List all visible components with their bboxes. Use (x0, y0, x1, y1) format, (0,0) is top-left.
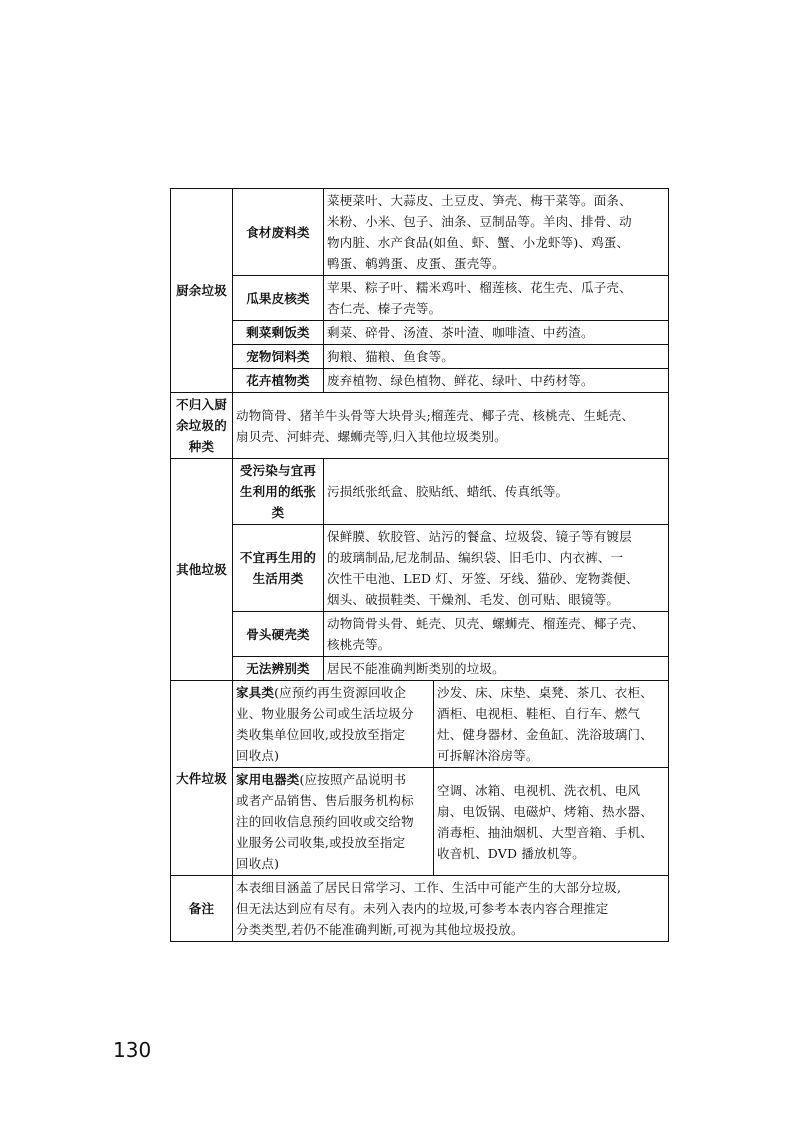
table-row (171, 345, 669, 369)
subcategory-cell: 无法辨别类 (233, 657, 324, 681)
table-row (171, 459, 669, 525)
description-cell: 剩菜、碎骨、汤渣、茶叶渣、咖啡渣、中药渣。 (324, 321, 669, 345)
table-row (171, 276, 669, 321)
description-cell: 保鲜膜、软胶管、站污的餐盒、垃圾袋、镜子等有镀层 的玻璃制品,尼龙制品、编织袋、旧毛巾、内衣裤、一 次性干电池、LED 灯、牙签、牙线、猫砂、宠物粪便、 烟头、破损鞋类、干燥剂、毛发、创可贴、眼镜等。 (324, 525, 669, 612)
table-row (171, 612, 669, 657)
subcategory-cell: 受污染与宜再生利用的纸张类 (233, 459, 324, 525)
table-row (171, 876, 669, 942)
description-cell: 动物筒骨头骨、蚝壳、贝壳、螺蛳壳、榴莲壳、椰子壳、 核桃壳等。 (324, 612, 669, 657)
remarks-cell: 本表细目涵盖了居民日常学习、工作、生活中可能产生的大部分垃圾, 但无法达到应有尽有。未列入表内的垃圾,可参考本表内容合理推定 分类类型,若仍不能准确判断,可视为其他垃圾投放。 (233, 876, 669, 942)
table-row (171, 768, 669, 876)
description-cell: 动物筒骨、猪羊牛头骨等大块骨头;榴莲壳、椰子壳、核桃壳、生蚝壳、 扇贝壳、河蚌壳、螺蛳壳等,归入其他垃圾类别。 (233, 393, 669, 459)
description-cell: 狗粮、猫粮、鱼食等。 (324, 345, 669, 369)
table-row (171, 657, 669, 681)
bulky-items-cell: 空调、冰箱、电视机、洗衣机、电风 扇、电饭锅、电磁炉、烤箱、热水器、 消毒柜、抽油烟机、大型音箱、手机、 收音机、DVD 播放机等。 (434, 768, 669, 876)
table-row (171, 321, 669, 345)
table-row (171, 393, 669, 459)
page-number: 130 (113, 1038, 152, 1062)
description-cell: 居民不能准确判断类别的垃圾。 (324, 657, 669, 681)
table-row (171, 681, 669, 768)
bulky-title: 家具类 (236, 685, 275, 700)
bulky-desc-cell: 家用电器类(应按照产品说明书 或者产品销售、售后服务机构标 注的回收信息预约回收或交给物 业服务公司收集,或投放至指定 回收点) (233, 768, 434, 876)
subcategory-cell: 瓜果皮核类 (233, 276, 324, 321)
table-row (171, 525, 669, 612)
table-row (171, 189, 669, 276)
garbage-classification-table (170, 188, 669, 942)
subcategory-cell: 剩菜剩饭类 (233, 321, 324, 345)
category-bulky: 大件垃圾 (171, 681, 233, 876)
description-cell: 污损纸张纸盒、胶贴纸、蜡纸、传真纸等。 (324, 459, 669, 525)
description-cell: 废弃植物、绿色植物、鲜花、绿叶、中药材等。 (324, 369, 669, 393)
description-cell: 菜梗菜叶、大蒜皮、土豆皮、笋壳、梅干菜等。面条、 米粉、小米、包子、油条、豆制品等。羊肉、排骨、动 物内脏、水产食品(如鱼、虾、蟹、小龙虾等)、鸡蛋、 鸭蛋、鹌鹑蛋、皮蛋、蛋壳等。 (324, 189, 669, 276)
description-cell: 苹果、粽子叶、糯米鸡叶、榴莲核、花生壳、瓜子壳、 杏仁壳、榛子壳等。 (324, 276, 669, 321)
subcategory-cell: 不宜再生用的生活用类 (233, 525, 324, 612)
bulky-desc-cell: 家具类(应预约再生资源回收企 业、物业服务公司或生活垃圾分 类收集单位回收,或投放至指定 回收点) (233, 681, 434, 768)
bulky-title: 家用电器类 (236, 772, 300, 787)
table-row (171, 369, 669, 393)
category-remarks: 备注 (171, 876, 233, 942)
subcategory-cell: 宠物饲料类 (233, 345, 324, 369)
category-not-kitchen: 不归入厨余垃圾的种类 (171, 393, 233, 459)
category-other: 其他垃圾 (171, 459, 233, 681)
subcategory-cell: 食材废料类 (233, 189, 324, 276)
subcategory-cell: 花卉植物类 (233, 369, 324, 393)
bulky-items-cell: 沙发、床、床垫、桌凳、茶几、衣柜、 酒柜、电视柜、鞋柜、自行车、燃气 灶、健身器材、金鱼缸、洗浴玻璃门、 可拆解沐浴房等。 (434, 681, 669, 768)
category-kitchen: 厨余垃圾 (171, 189, 233, 393)
subcategory-cell: 骨头硬壳类 (233, 612, 324, 657)
